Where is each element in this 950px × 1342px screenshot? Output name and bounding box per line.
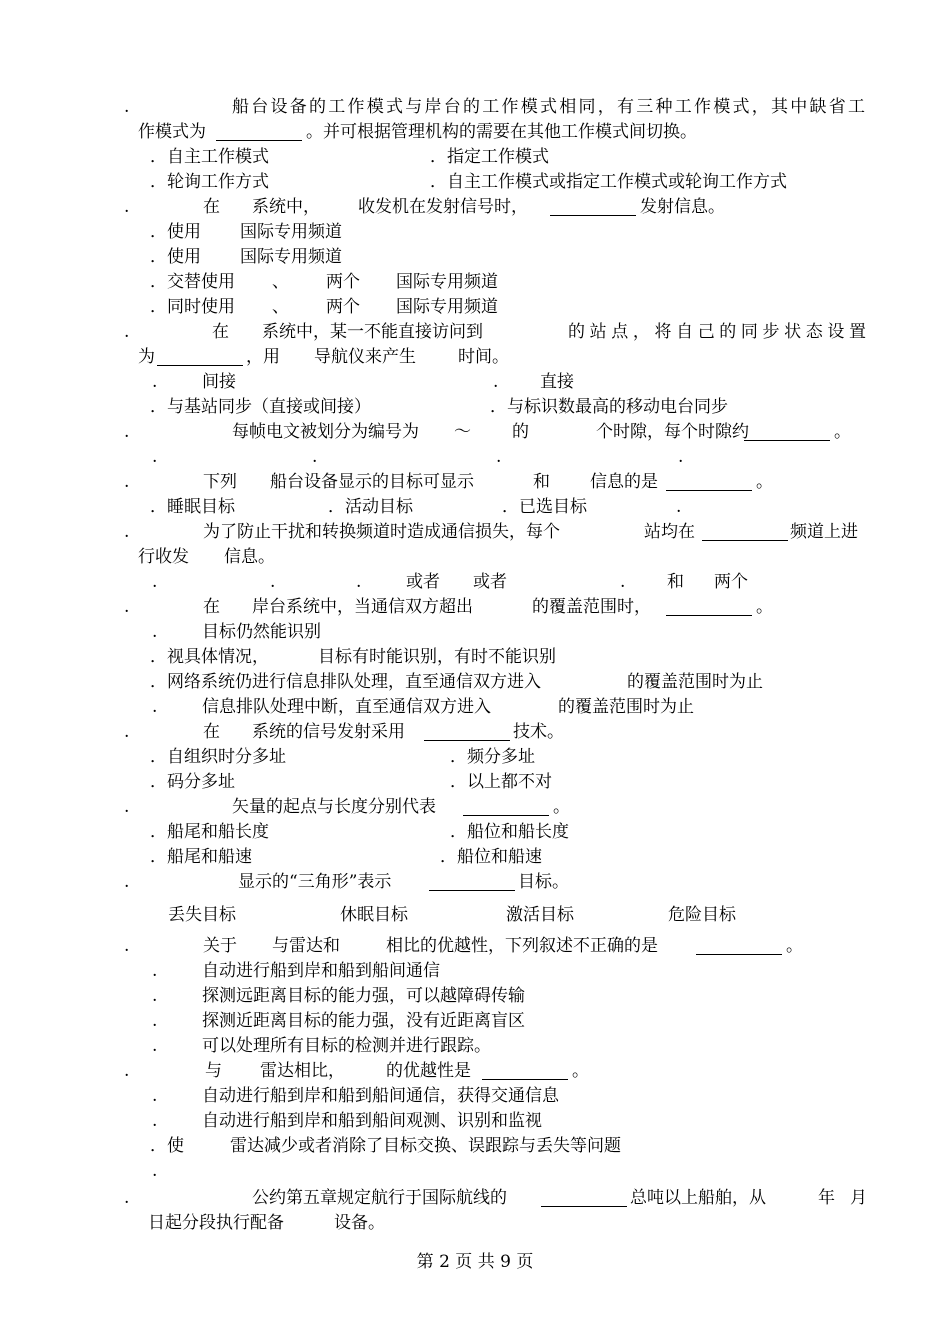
text-segment: . [496, 447, 502, 467]
text-segment: 技术。 [513, 722, 564, 742]
text-line [0, 395, 950, 420]
text-segment: . [124, 722, 130, 742]
text-segment: . [124, 322, 130, 342]
text-segment: ．码分多址 [150, 772, 235, 792]
text-line [0, 620, 950, 645]
text-segment: ．视具体情况， [150, 647, 269, 667]
text-segment: 在 [203, 197, 220, 217]
text-segment: 的覆盖范围时， [532, 597, 651, 617]
text-segment: 在 [203, 722, 220, 742]
text-segment: 的 [512, 422, 529, 442]
text-segment: ．使用 [150, 247, 201, 267]
text-segment: 时间。 [458, 347, 509, 367]
text-line [0, 120, 950, 145]
text-segment: 为了防止干扰和转换频道时造成通信损失，每个 [203, 522, 560, 542]
text-segment: 与雷达和 [272, 936, 340, 956]
text-segment: . [124, 797, 130, 817]
text-line [0, 1034, 950, 1059]
text-segment: 和 [533, 472, 550, 492]
text-line [0, 1084, 950, 1109]
text-segment: 、 [272, 297, 289, 317]
text-segment: 为 [138, 347, 155, 367]
answer-blank-line [550, 215, 636, 216]
text-segment: 或者 [406, 572, 440, 592]
text-segment: ．指定工作模式 [430, 147, 549, 167]
text-segment: 下列 [203, 472, 237, 492]
text-segment: 船台设备显示的目标可显示 [270, 472, 474, 492]
text-segment: 激活目标 [506, 905, 574, 925]
text-line [0, 470, 950, 495]
text-line [0, 245, 950, 270]
text-segment: 在 [203, 597, 220, 617]
text-segment: . [124, 1061, 130, 1081]
text-segment: ．与标识数最高的移动电台同步 [490, 397, 728, 417]
text-line [0, 595, 950, 620]
text-line [0, 1109, 950, 1134]
text-segment: 月 [850, 1188, 867, 1208]
text-segment: . [152, 1086, 158, 1106]
text-segment: 岸台系统中，当通信双方超出 [252, 597, 473, 617]
answer-blank-line [541, 1206, 627, 1207]
text-segment: 。并可根据管理机构的需要在其他工作模式间切换。 [306, 122, 697, 142]
text-segment: 直接 [540, 372, 574, 392]
text-segment: . [152, 372, 158, 392]
text-line [0, 934, 950, 959]
text-line [0, 1059, 950, 1084]
text-segment: ．交替使用 [150, 272, 235, 292]
text-segment: 矢量的起点与长度分别代表 [232, 797, 436, 817]
text-segment: 作模式为 [138, 122, 206, 142]
text-line [0, 770, 950, 795]
text-segment: 目标仍然能识别 [202, 622, 321, 642]
text-segment: . [152, 1111, 158, 1131]
text-segment: 系统中，某一不能直接访问到 [262, 322, 483, 342]
text-segment: ．船位和船长度 [450, 822, 569, 842]
text-segment: . [124, 1188, 130, 1208]
text-segment: 两个 [714, 572, 748, 592]
text-segment: . [152, 961, 158, 981]
text-segment: 。 [786, 936, 803, 956]
text-segment: 国际专用频道 [396, 272, 498, 292]
answer-blank-line [666, 615, 752, 616]
text-line [0, 720, 950, 745]
text-segment: ．网络系统仍进行信息排队处理，直至通信双方进入 [150, 672, 541, 692]
text-segment: . [124, 422, 130, 442]
text-segment: 日起分段执行配备 [148, 1213, 284, 1233]
text-segment: 的覆盖范围时为止 [558, 697, 694, 717]
text-segment: ．使 [150, 1136, 184, 1156]
text-segment: 信息排队处理中断，直至通信双方进入 [202, 697, 491, 717]
answer-blank-line [744, 440, 830, 441]
text-segment: ．与基站同步（直接或间接） [150, 397, 371, 417]
text-segment: . [152, 1011, 158, 1031]
text-segment: ．船尾和船长度 [150, 822, 269, 842]
text-line [0, 1009, 950, 1034]
text-segment: . [312, 447, 318, 467]
text-segment: 导航仪来产生 [314, 347, 416, 367]
text-segment: ．自主工作模式 [150, 147, 269, 167]
answer-blank-line [216, 140, 302, 141]
text-line [0, 295, 950, 320]
text-segment: 丢失目标 [168, 905, 236, 925]
text-segment: ．船尾和船速 [150, 847, 252, 867]
text-segment: ，用 [246, 347, 280, 367]
text-segment: 公约第五章规定航行于国际航线的 [252, 1188, 507, 1208]
text-line [0, 420, 950, 445]
text-line [0, 570, 950, 595]
text-segment: 自动进行船到岸和船到船间观测、识别和监视 [202, 1111, 542, 1131]
answer-blank-line [157, 365, 243, 366]
text-segment: 休眠目标 [340, 905, 408, 925]
text-line [0, 370, 950, 395]
text-segment: 船台设备的工作模式与岸台的工作模式相同，有三种工作模式，其中缺省工 [232, 97, 865, 117]
text-line [0, 695, 950, 720]
text-segment: ．使用 [150, 222, 201, 242]
text-line [0, 345, 950, 370]
text-line [0, 95, 950, 120]
text-segment: . [124, 597, 130, 617]
text-line [0, 845, 950, 870]
text-line [0, 195, 950, 220]
answer-blank-line [696, 954, 782, 955]
answer-blank-line [702, 540, 788, 541]
text-segment: 的覆盖范围时为止 [627, 672, 763, 692]
text-segment: . [124, 872, 130, 892]
text-segment: . [152, 1036, 158, 1056]
text-segment: ．自主工作模式或指定工作模式或轮询工作方式 [430, 172, 787, 192]
text-segment: 探测近距离目标的能力强，没有近距离盲区 [202, 1011, 525, 1031]
text-segment: 或者 [473, 572, 507, 592]
text-segment: ．同时使用 [150, 297, 235, 317]
text-segment: . [676, 497, 682, 517]
text-segment: ．自组织时分多址 [150, 747, 286, 767]
text-segment: . [152, 572, 158, 592]
text-line [0, 903, 950, 928]
text-line [0, 1134, 950, 1159]
text-segment: 总吨以上船舶，从 [630, 1188, 766, 1208]
text-line [0, 445, 950, 470]
text-line [0, 645, 950, 670]
text-segment: . [152, 1161, 158, 1181]
text-segment: 雷达相比， [260, 1061, 345, 1081]
text-segment: ．活动目标 [328, 497, 413, 517]
text-line [0, 1186, 950, 1211]
answer-blank-line [482, 1079, 568, 1080]
text-segment: . [678, 447, 684, 467]
text-segment: . [620, 572, 626, 592]
text-segment: 自动进行船到岸和船到船间通信 [202, 961, 440, 981]
page-footer: 第 2 页 共 9 页 [416, 1252, 534, 1272]
answer-blank-line [666, 490, 752, 491]
text-segment: 系统中， [252, 197, 320, 217]
text-segment: 。 [553, 797, 570, 817]
text-segment: 站均在 [644, 522, 695, 542]
text-line [0, 220, 950, 245]
text-segment: 的站点，将自己的同步状态设置 [568, 322, 866, 342]
text-segment: 行收发 [138, 547, 189, 567]
text-line [0, 870, 950, 895]
text-segment: 的优越性是 [386, 1061, 471, 1081]
text-line [0, 495, 950, 520]
text-segment: . [124, 522, 130, 542]
text-segment: . [124, 472, 130, 492]
text-segment: . [356, 572, 362, 592]
text-line [0, 1159, 950, 1184]
text-line [0, 1211, 950, 1236]
text-line [0, 145, 950, 170]
text-segment: ．轮询工作方式 [150, 172, 269, 192]
text-line [0, 745, 950, 770]
text-segment: . [124, 197, 130, 217]
text-segment: 。 [572, 1061, 589, 1081]
text-segment: 。 [834, 422, 851, 442]
text-segment: 收发机在发射信号时， [358, 197, 528, 217]
text-segment: 信息的是 [590, 472, 658, 492]
text-segment: 发射信息。 [640, 197, 725, 217]
text-segment: . [124, 936, 130, 956]
text-line [0, 170, 950, 195]
text-segment: 相比的优越性，下列叙述不正确的是 [386, 936, 658, 956]
text-segment: . [152, 697, 158, 717]
text-segment: 个时隙，每个时隙约 [596, 422, 749, 442]
text-segment: 系统的信号发射采用 [252, 722, 405, 742]
text-line [0, 520, 950, 545]
text-segment: ～ [454, 422, 471, 442]
text-line [0, 959, 950, 984]
text-line [0, 984, 950, 1009]
text-segment: 和 [667, 572, 684, 592]
text-line [0, 795, 950, 820]
text-segment: 间接 [202, 372, 236, 392]
text-segment: ．船位和船速 [440, 847, 542, 867]
text-line [0, 270, 950, 295]
answer-blank-line [424, 740, 510, 741]
text-segment: 显示的“三角形”表示 [238, 872, 392, 892]
text-segment: 、 [272, 272, 289, 292]
text-segment: . [493, 372, 499, 392]
text-segment: 在 [212, 322, 229, 342]
text-segment: . [124, 97, 130, 117]
text-segment: 目标有时能识别，有时不能识别 [318, 647, 556, 667]
answer-blank-line [429, 890, 515, 891]
text-segment: 探测远距离目标的能力强，可以越障碍传输 [202, 986, 525, 1006]
text-segment: 信息。 [224, 547, 275, 567]
text-segment: 雷达减少或者消除了目标交换、误跟踪与丢失等问题 [230, 1136, 621, 1156]
text-segment: ．睡眠目标 [150, 497, 235, 517]
text-segment: . [152, 447, 158, 467]
text-segment: ．以上都不对 [450, 772, 552, 792]
text-line [0, 320, 950, 345]
text-line [0, 545, 950, 570]
text-segment: 两个 [326, 297, 360, 317]
text-segment: ．频分多址 [450, 747, 535, 767]
text-segment: 国际专用频道 [240, 222, 342, 242]
text-segment: 每帧电文被划分为编号为 [232, 422, 419, 442]
text-segment: 年 [818, 1188, 835, 1208]
text-segment: 危险目标 [668, 905, 736, 925]
text-segment: . [152, 986, 158, 1006]
text-segment: 。 [756, 597, 773, 617]
text-segment: 自动进行船到岸和船到船间通信，获得交通信息 [202, 1086, 559, 1106]
text-segment: 与 [205, 1061, 222, 1081]
text-segment: 两个 [326, 272, 360, 292]
text-segment: . [270, 572, 276, 592]
text-segment: 设备。 [334, 1213, 385, 1233]
text-segment: 关于 [203, 936, 237, 956]
answer-blank-line [463, 815, 549, 816]
text-segment: 国际专用频道 [396, 297, 498, 317]
text-segment: . [152, 622, 158, 642]
text-line [0, 820, 950, 845]
text-segment: 频道上进 [790, 522, 858, 542]
text-line [0, 670, 950, 695]
text-segment: 可以处理所有目标的检测并进行跟踪。 [202, 1036, 491, 1056]
text-segment: 国际专用频道 [240, 247, 342, 267]
text-segment: 。 [756, 472, 773, 492]
text-segment: ．已选目标 [502, 497, 587, 517]
text-segment: 目标。 [518, 872, 569, 892]
